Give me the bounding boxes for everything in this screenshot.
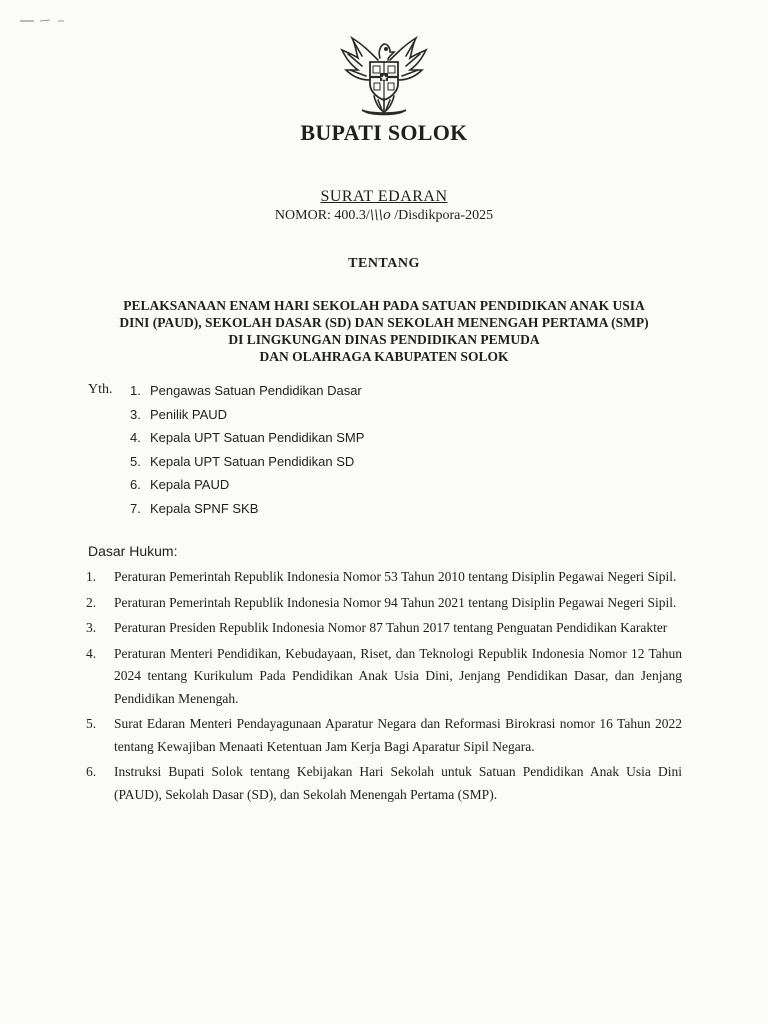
document-number: [0, 208, 768, 224]
item-text: Surat Edaran Menteri Pendayagunaan Aparatur Negara dan Reformasi Birokrasi nomor 16 Tahun 2022 tentang Kewajiban Menaati Ketentuan Jam Kerja Bagi Aparatur Sipil Negara.: [114, 716, 682, 754]
item-number: 4.: [86, 645, 97, 661]
subject-heading: [0, 297, 768, 365]
item-number: 7.: [130, 500, 141, 516]
item-text: Pengawas Satuan Pendidikan Dasar: [150, 383, 362, 398]
item-text: Kepala UPT Satuan Pendidikan SD: [150, 453, 355, 469]
subject-line: DI LINGKUNGAN DINAS PENDIDIKAN PEMUDA: [228, 332, 540, 347]
list-item: [130, 429, 364, 453]
item-number: 1.: [86, 569, 97, 584]
office-title: BUPATI SOLOK: [300, 120, 468, 145]
list-item: [130, 382, 364, 406]
item-text: Penilik PAUD: [150, 406, 228, 422]
list-item: [86, 566, 682, 589]
item-text: Peraturan Pemerintah Republik Indonesia Nomor 94 Tahun 2021 tentang Disiplin Pegawai Negeri Sipil.: [114, 594, 677, 610]
list-item: [86, 592, 682, 615]
subject-line: DINI (PAUD), SEKOLAH DASAR (SD) DAN SEKOLAH MENENGAH PERTAMA (SMP): [119, 315, 649, 330]
subject-line: DAN OLAHRAGA KABUPATEN SOLOK: [259, 349, 509, 364]
item-text: Peraturan Pemerintah Republik Indonesia Nomor 53 Tahun 2010 tentang Disiplin Pegawai Negeri Sipil.: [114, 569, 677, 584]
item-text: Kepala SPNF SKB: [150, 500, 259, 516]
list-item: [86, 761, 682, 806]
legal-basis-title: Dasar Hukum:: [88, 543, 178, 559]
list-item: [86, 643, 682, 711]
document-type: SURAT EDARAN: [320, 188, 448, 205]
number-prefix: NOMOR: 400.3/: [274, 208, 370, 223]
list-item: [130, 476, 364, 500]
garuda-emblem-icon: [332, 30, 436, 120]
item-number: 2.: [86, 594, 97, 610]
item-number: 5.: [86, 716, 97, 731]
scan-artifact: [20, 18, 80, 24]
list-item: [86, 617, 682, 640]
list-item: [130, 453, 364, 477]
item-number: 6.: [130, 477, 141, 492]
item-number: 4.: [130, 430, 141, 445]
subject-line: PELAKSANAAN ENAM HARI SEKOLAH PADA SATUAN PENDIDIKAN ANAK USIA: [123, 298, 645, 313]
list-item: [130, 500, 364, 524]
legal-basis-list: [86, 566, 682, 809]
number-handwritten: \\\o: [369, 208, 391, 223]
number-suffix: /Disdikpora-2025: [390, 208, 494, 223]
list-item: [86, 713, 682, 758]
item-number: 3.: [130, 406, 141, 422]
recipients-label: Yth.: [88, 382, 113, 397]
item-number: 1.: [130, 383, 141, 398]
item-text: Kepala PAUD: [150, 477, 230, 492]
item-number: 3.: [86, 620, 97, 635]
about-label: TENTANG: [348, 256, 420, 271]
item-text: Kepala UPT Satuan Pendidikan SMP: [150, 430, 365, 445]
recipient-list: [130, 382, 364, 523]
item-text: Instruksi Bupati Solok tentang Kebijakan Hari Sekolah untuk Satuan Pendidikan Anak Usia Dini (PAUD), Sekolah Dasar (SD), dan Sekolah Menengah Pertama (SMP).: [114, 764, 682, 802]
item-number: 6.: [86, 764, 97, 779]
list-item: [130, 406, 364, 430]
item-text: Peraturan Menteri Pendidikan, Kebudayaan, Riset, dan Teknologi Republik Indonesia Nomor 12 Tahun 2024 tentang Kurikulum Pada Pendidikan Anak Usia Dini, Jenjang Pendidikan Dasar, dan Jenjang Pendidikan Menengah.: [114, 645, 682, 706]
item-number: 5.: [130, 453, 141, 469]
item-text: Peraturan Presiden Republik Indonesia Nomor 87 Tahun 2017 tentang Penguatan Pendidikan Karakter: [114, 620, 668, 635]
